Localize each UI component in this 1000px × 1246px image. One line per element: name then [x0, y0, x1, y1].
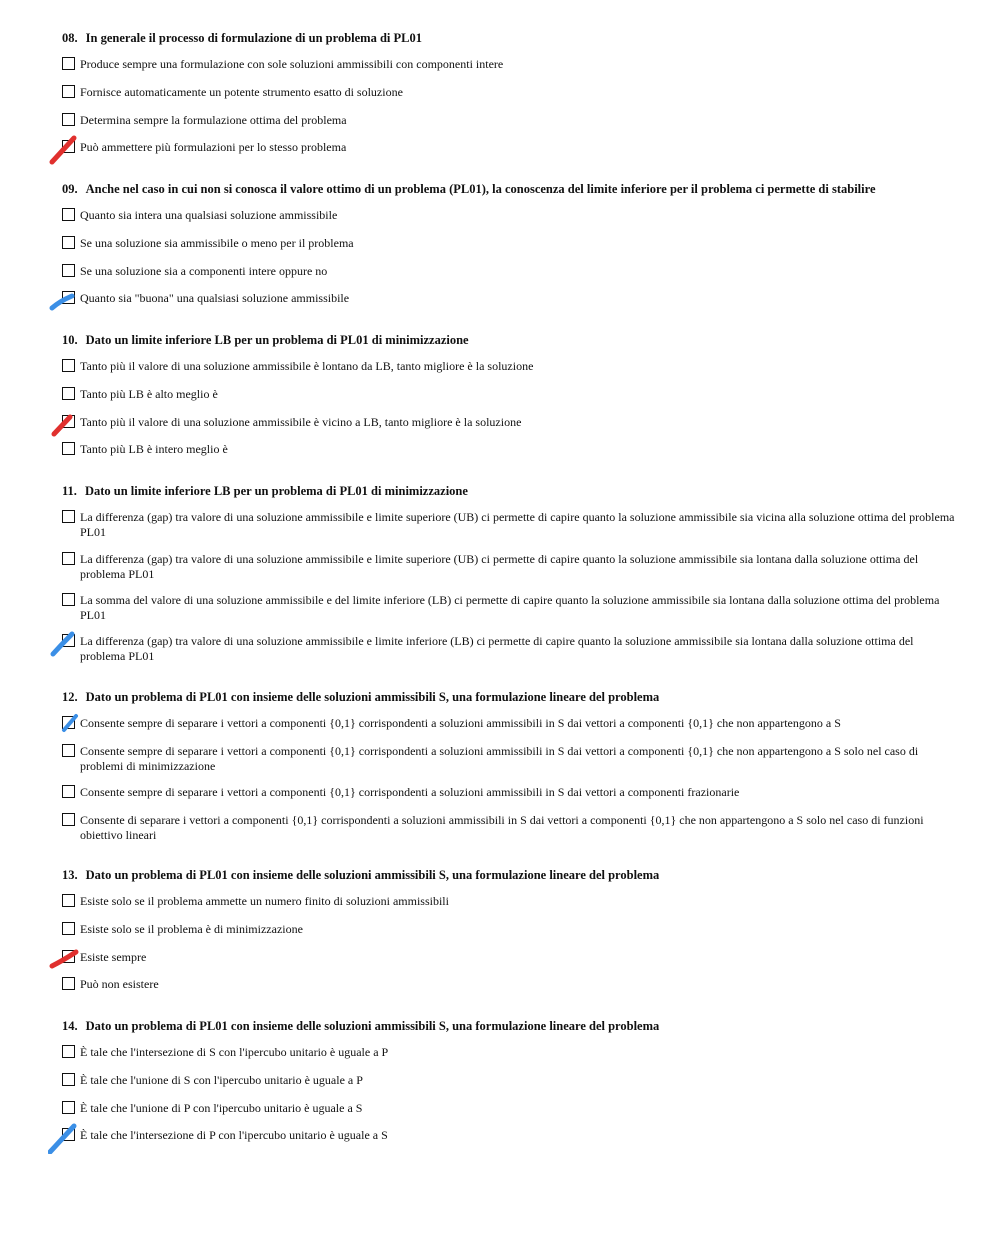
- answer-checkbox[interactable]: [62, 1045, 75, 1058]
- question-14: [62, 1018, 942, 1142]
- answer-text: Quanto sia intera una qualsiasi soluzione ammissibile: [80, 208, 338, 222]
- answer-checkbox[interactable]: [62, 593, 75, 606]
- answer-text: È tale che l'unione di P con l'ipercubo unitario è uguale a S: [80, 1101, 363, 1115]
- answer-option[interactable]: [62, 359, 960, 374]
- answer-option[interactable]: [62, 387, 960, 402]
- answer-checkbox[interactable]: [62, 113, 75, 126]
- answer-text: Tanto più LB è intero meglio è: [80, 442, 228, 456]
- question-number: 09.: [62, 182, 78, 196]
- answer-option[interactable]: [62, 510, 960, 540]
- answer-checkbox[interactable]: [62, 85, 75, 98]
- answer-text: Consente sempre di separare i vettori a componenti {0,1} corrispondenti a soluzioni ammissibili in S dai vettori a componenti frazionarie: [80, 785, 740, 799]
- answer-checkbox[interactable]: [62, 634, 75, 647]
- answer-text: Quanto sia "buona" una qualsiasi soluzione ammissibile: [80, 291, 350, 305]
- answer-option[interactable]: [62, 236, 960, 251]
- answer-checkbox[interactable]: [62, 1128, 75, 1141]
- answer-text: Esiste solo se il problema ammette un numero finito di soluzioni ammissibili: [80, 894, 449, 908]
- answer-option[interactable]: [62, 113, 960, 128]
- answer-option[interactable]: [62, 593, 960, 623]
- question-13: [62, 867, 942, 991]
- answer-checkbox[interactable]: [62, 387, 75, 400]
- answer-option-selected[interactable]: [62, 291, 960, 306]
- answer-checkbox[interactable]: [62, 1073, 75, 1086]
- question-11: [62, 483, 955, 663]
- question-title: [62, 1018, 942, 1034]
- question-title: [62, 181, 942, 197]
- answer-option[interactable]: [62, 922, 960, 937]
- answer-text: La differenza (gap) tra valore di una soluzione ammissibile e limite superiore (UB) ci permette di capire quanto la soluzione ammissibile sia vicina alla soluzione ottima del problema PL01: [80, 510, 955, 539]
- answer-checkbox[interactable]: [62, 813, 75, 826]
- answer-option-selected[interactable]: [62, 1128, 960, 1143]
- question-08: [62, 30, 942, 154]
- answer-checkbox[interactable]: [62, 359, 75, 372]
- answer-checkbox[interactable]: [62, 894, 75, 907]
- answer-checkbox[interactable]: [62, 510, 75, 523]
- answer-checkbox[interactable]: [62, 977, 75, 990]
- answer-option[interactable]: [62, 894, 960, 909]
- answer-checkbox[interactable]: [62, 716, 75, 729]
- question-12: [62, 689, 942, 842]
- question-text: Dato un problema di PL01 con insieme delle soluzioni ammissibili S, una formulazione lineare del problema: [85, 1019, 660, 1033]
- answer-option[interactable]: [62, 1073, 960, 1088]
- answer-option[interactable]: [62, 85, 960, 100]
- answer-checkbox[interactable]: [62, 140, 75, 153]
- answer-text: Tanto più il valore di una soluzione ammissibile è vicino a LB, tanto migliore è la soluzione: [80, 415, 522, 429]
- question-title: [62, 867, 942, 883]
- question-number: 08.: [62, 31, 78, 45]
- answer-option[interactable]: [62, 744, 960, 774]
- answer-text: Fornisce automaticamente un potente strumento esatto di soluzione: [80, 85, 403, 99]
- answer-text: Tanto più LB è alto meglio è: [80, 387, 218, 401]
- question-text: Dato un limite inferiore LB per un problema di PL01 di minimizzazione: [85, 333, 469, 347]
- answer-text: Esiste sempre: [80, 950, 147, 964]
- question-title: [62, 689, 942, 705]
- question-number: 13.: [62, 868, 78, 882]
- answer-option-selected[interactable]: [62, 950, 960, 965]
- answer-text: La differenza (gap) tra valore di una soluzione ammissibile e limite inferiore (LB) ci permette di capire quanto la soluzione ammissibile sia lontana dalla soluzione ottima del problema PL01: [80, 634, 914, 663]
- answer-checkbox[interactable]: [62, 950, 75, 963]
- question-number: 14.: [62, 1019, 78, 1033]
- answer-option[interactable]: [62, 264, 960, 279]
- answer-text: È tale che l'intersezione di P con l'ipercubo unitario è uguale a S: [80, 1128, 388, 1142]
- question-09: [62, 181, 942, 305]
- question-text: Dato un problema di PL01 con insieme delle soluzioni ammissibili S, una formulazione lineare del problema: [85, 868, 660, 882]
- question-text: In generale il processo di formulazione di un problema di PL01: [85, 31, 422, 45]
- answer-text: Esiste solo se il problema è di minimizzazione: [80, 922, 303, 936]
- answer-option[interactable]: [62, 1101, 960, 1116]
- answer-checkbox[interactable]: [62, 291, 75, 304]
- answer-option[interactable]: [62, 1045, 960, 1060]
- answer-checkbox[interactable]: [62, 1101, 75, 1114]
- answer-text: Se una soluzione sia a componenti intere oppure no: [80, 264, 328, 278]
- answer-option[interactable]: [62, 208, 960, 223]
- answer-option-selected[interactable]: [62, 415, 960, 430]
- question-title: [62, 30, 942, 46]
- answer-option[interactable]: [62, 813, 960, 843]
- answer-text: È tale che l'unione di S con l'ipercubo unitario è uguale a P: [80, 1073, 363, 1087]
- question-10: [62, 332, 942, 456]
- answer-option-selected[interactable]: [62, 634, 960, 664]
- answer-checkbox[interactable]: [62, 922, 75, 935]
- answer-text: Può ammettere più formulazioni per lo stesso problema: [80, 140, 347, 154]
- answer-text: Consente sempre di separare i vettori a componenti {0,1} corrispondenti a soluzioni ammissibili in S dai vettori a componenti {0,1} che non appartengono a S solo nel caso di problemi di minimizzazione: [80, 744, 919, 773]
- answer-text: Se una soluzione sia ammissibile o meno per il problema: [80, 236, 354, 250]
- answer-checkbox[interactable]: [62, 744, 75, 757]
- question-number: 10.: [62, 333, 78, 347]
- question-title: [62, 332, 942, 348]
- answer-text: La differenza (gap) tra valore di una soluzione ammissibile e limite superiore (UB) ci permette di capire quanto la soluzione ammissibile sia lontana dalla soluzione ottima del problema PL01: [80, 552, 919, 581]
- answer-option[interactable]: [62, 552, 960, 582]
- answer-text: Tanto più il valore di una soluzione ammissibile è lontano da LB, tanto migliore è la soluzione: [80, 359, 534, 373]
- answer-option[interactable]: [62, 442, 960, 457]
- question-title: [62, 483, 942, 499]
- answer-text: Determina sempre la formulazione ottima del problema: [80, 113, 347, 127]
- answer-checkbox[interactable]: [62, 415, 75, 428]
- answer-checkbox[interactable]: [62, 785, 75, 798]
- answer-option-selected[interactable]: [62, 716, 960, 731]
- answer-checkbox[interactable]: [62, 57, 75, 70]
- question-number: 11.: [62, 484, 77, 498]
- answer-checkbox[interactable]: [62, 264, 75, 277]
- answer-option[interactable]: [62, 977, 960, 992]
- answer-text: Consente sempre di separare i vettori a componenti {0,1} corrispondenti a soluzioni ammissibili in S dai vettori a componenti {0,1} che non appartengono a S: [80, 716, 841, 730]
- question-text: Anche nel caso in cui non si conosca il valore ottimo di un problema (PL01), la conoscenza del limite inferiore per il problema ci permette di stabilire: [85, 182, 876, 196]
- answer-text: È tale che l'intersezione di S con l'ipercubo unitario è uguale a P: [80, 1045, 389, 1059]
- answer-option[interactable]: [62, 785, 960, 800]
- answer-option[interactable]: [62, 57, 960, 72]
- answer-checkbox[interactable]: [62, 236, 75, 249]
- question-text: Dato un problema di PL01 con insieme delle soluzioni ammissibili S, una formulazione lineare del problema: [85, 690, 660, 704]
- answer-text: Produce sempre una formulazione con sole soluzioni ammissibili con componenti intere: [80, 57, 504, 71]
- answer-text: La somma del valore di una soluzione ammissibile e del limite inferiore (LB) ci permette di capire quanto la soluzione ammissibile sia lontana dalla soluzione ottima del problema PL01: [80, 593, 940, 622]
- question-text: Dato un limite inferiore LB per un problema di PL01 di minimizzazione: [84, 484, 468, 498]
- answer-checkbox[interactable]: [62, 552, 75, 565]
- answer-checkbox[interactable]: [62, 208, 75, 221]
- question-number: 12.: [62, 690, 78, 704]
- answer-text: Consente di separare i vettori a componenti {0,1} corrispondenti a soluzioni ammissibili in S dai vettori a componenti {0,1} che non appartengono a S solo nel caso di funzioni obiettivo lineari: [80, 813, 924, 842]
- answer-text: Può non esistere: [80, 977, 159, 991]
- answer-option-selected[interactable]: [62, 140, 960, 155]
- answer-checkbox[interactable]: [62, 442, 75, 455]
